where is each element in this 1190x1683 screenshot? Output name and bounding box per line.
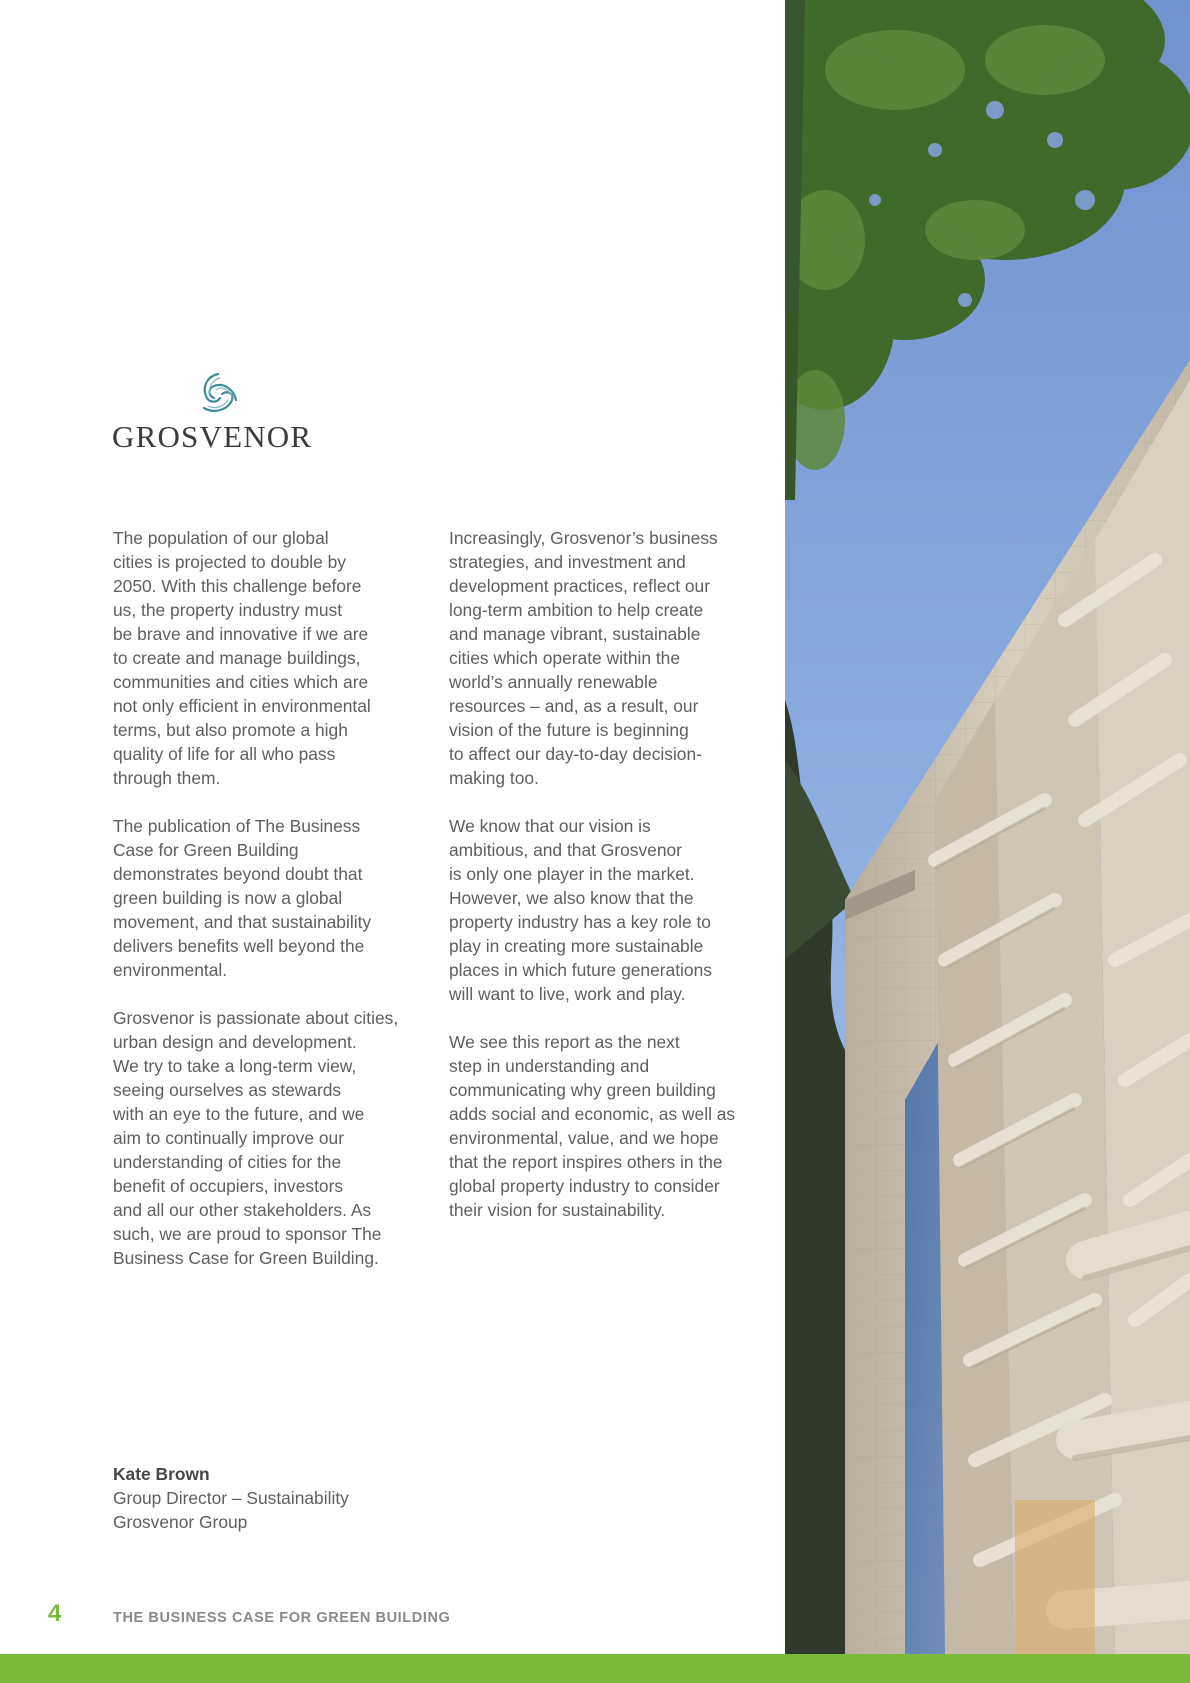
signatory-title: Group Director – Sustainability bbox=[113, 1488, 349, 1508]
building-facade-illustration bbox=[785, 0, 1190, 1654]
signatory-organization: Grosvenor Group bbox=[113, 1512, 248, 1532]
grosvenor-emblem-icon bbox=[194, 370, 242, 416]
building-facade-photo bbox=[785, 0, 1190, 1654]
paragraph: The population of our global cities is projected to double by 2050. With this challenge before us, the property industry must be brave and innovative if we are to create and manage buildings, communities and cities which are not only efficient in environmental terms, but also promote a high quality of life for all who pass through them. bbox=[113, 528, 371, 788]
signatory-name: Kate Brown bbox=[113, 1464, 210, 1484]
grosvenor-logo bbox=[112, 370, 327, 455]
paragraph: Grosvenor is passionate about cities, urban design and development. We try to take a long-term view, seeing ourselves as stewards with an eye to the future, and we aim to continually improve our understanding of cities for the benefit of occupiers, investors and all our other stakeholders. As such, we are proud to sponsor The Business Case for Green Building. bbox=[113, 1008, 399, 1268]
paragraph: Increasingly, Grosvenor’s business strategies, and investment and development practices, reflect our long-term ambition to help create and manage vibrant, sustainable cities which operate within the world’s annually renewable resources – and, as a result, our vision of the future is beginning to affect our day-to-day decision- making too. bbox=[449, 528, 718, 788]
body-column-right bbox=[449, 526, 749, 1246]
paragraph: The publication of The Business Case for Green Building demonstrates beyond doubt that green building is now a global movement, and that sustainability delivers benefits well beyond the environmental. bbox=[113, 816, 372, 980]
paragraph: We see this report as the next step in understanding and communicating why green building adds social and economic, as well as environmental, value, and we hope that the report inspires others in the global property industry to consider their vision for sustainability. bbox=[449, 1032, 736, 1220]
signature-block bbox=[113, 1462, 349, 1534]
running-footer-title: THE BUSINESS CASE FOR GREEN BUILDING bbox=[113, 1610, 451, 1626]
page-number: 4 bbox=[48, 1600, 62, 1627]
logo-wordmark: GROSVENOR bbox=[112, 419, 313, 454]
body-column-left bbox=[113, 526, 413, 1294]
footer-accent-bar bbox=[0, 1654, 1190, 1683]
paragraph: We know that our vision is ambitious, and that Grosvenor is only one player in the market. However, we also know that the property industry has a key role to play in creating more sustainable places in which future generations will want to live, work and play. bbox=[449, 816, 712, 1004]
